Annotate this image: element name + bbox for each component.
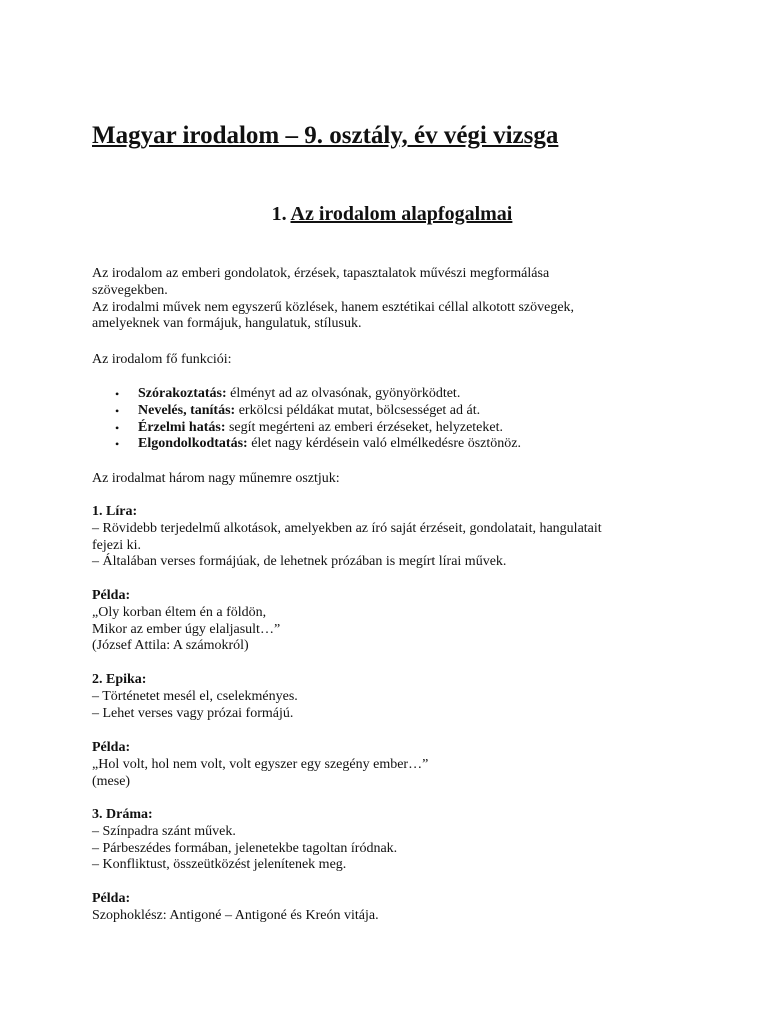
function-term: Szórakoztatás:: [138, 386, 227, 401]
document-title: Magyar irodalom – 9. osztály, év végi vizsga: [92, 122, 559, 149]
genres-heading: [92, 471, 692, 488]
function-text: élményt ad az olvasónak, gyönyörködtet.: [226, 386, 461, 401]
example-line: (mese): [92, 773, 131, 789]
function-term: Elgondolkodtatás:: [138, 436, 248, 452]
epika-heading: 2. Epika:: [92, 672, 147, 687]
bullet-icon: •: [115, 403, 120, 418]
function-term: Érzelmi hatás:: [138, 419, 226, 435]
list-item: [92, 403, 692, 420]
drama-section: [92, 807, 692, 874]
genres-heading-text: Az irodalmat három nagy műnemre osztjuk:: [92, 471, 340, 486]
example-label: Példa:: [92, 588, 131, 603]
example-line: „Oly korban éltem én a földön,: [92, 604, 267, 620]
drama-heading: 3. Dráma:: [92, 807, 153, 822]
example-label: Példa:: [92, 740, 131, 755]
example-line: (József Attila: A számokról): [92, 638, 249, 654]
functions-list: [92, 386, 692, 453]
example-line: „Hol volt, hol nem volt, volt egyszer egy szegény ember…”: [92, 756, 429, 772]
epika-section: [92, 672, 692, 722]
functions-list-block: [92, 386, 692, 453]
section-number: 1.: [271, 203, 287, 225]
function-text: erkölcsi példákat mutat, bölcsességet ad át.: [235, 402, 481, 418]
lira-section: [92, 504, 692, 571]
list-item: [92, 420, 692, 437]
list-item: [92, 436, 692, 453]
lira-heading: 1. Líra:: [92, 504, 138, 519]
section-title-text: Az irodalom alapfogalmai: [290, 203, 513, 225]
bullet-icon: •: [115, 420, 120, 435]
function-term: Nevelés, tanítás:: [138, 402, 236, 418]
bullet-icon: •: [115, 437, 120, 452]
bullet-icon: •: [115, 387, 120, 401]
drama-line: – Párbeszédes formában, jelenetekbe tagoltan íródnak.: [92, 840, 398, 856]
intro-line: Az irodalmi művek nem egyszerű közlések, hanem esztétikai céllal alkotott szövegek,: [92, 299, 575, 315]
epika-line: – Lehet verses vagy prózai formájú.: [92, 705, 294, 721]
intro-line: Az irodalom az emberi gondolatok, érzések, tapasztalatok művészi megformálása: [92, 266, 550, 281]
intro-line: szövegekben.: [92, 282, 168, 298]
lira-line: fejezi ki.: [92, 537, 141, 553]
example-line: Szophoklész: Antigoné – Antigoné és Kreón vitája.: [92, 907, 379, 923]
drama-example: [92, 891, 692, 925]
lira-example: [92, 588, 692, 655]
intro-line: amelyeknek van formájuk, hangulatuk, stílusuk.: [92, 316, 362, 332]
functions-heading-text: Az irodalom fő funkciói:: [92, 352, 232, 367]
function-text: élet nagy kérdésein való elmélkedésre ösztönöz.: [247, 436, 521, 452]
function-text: segít megérteni az emberi érzéseket, helyzeteket.: [225, 419, 504, 435]
epika-line: – Történetet mesél el, cselekményes.: [92, 688, 298, 704]
drama-line: – Színpadra szánt művek.: [92, 823, 236, 839]
list-item: [92, 386, 692, 403]
section-title: [92, 200, 692, 228]
functions-heading: [92, 352, 692, 369]
epika-example: [92, 740, 692, 790]
lira-line: – Rövidebb terjedelmű alkotások, amelyekben az író saját érzéseit, gondolatait, hangulatait: [92, 520, 602, 536]
lira-line: – Általában verses formájúak, de lehetnek prózában is megírt lírai művek.: [92, 554, 507, 570]
example-line: Mikor az ember úgy elaljasult…”: [92, 621, 281, 637]
drama-line: – Konfliktust, összeütközést jelenítenek meg.: [92, 857, 347, 873]
intro-paragraph: [92, 266, 692, 333]
example-label: Példa:: [92, 891, 131, 906]
